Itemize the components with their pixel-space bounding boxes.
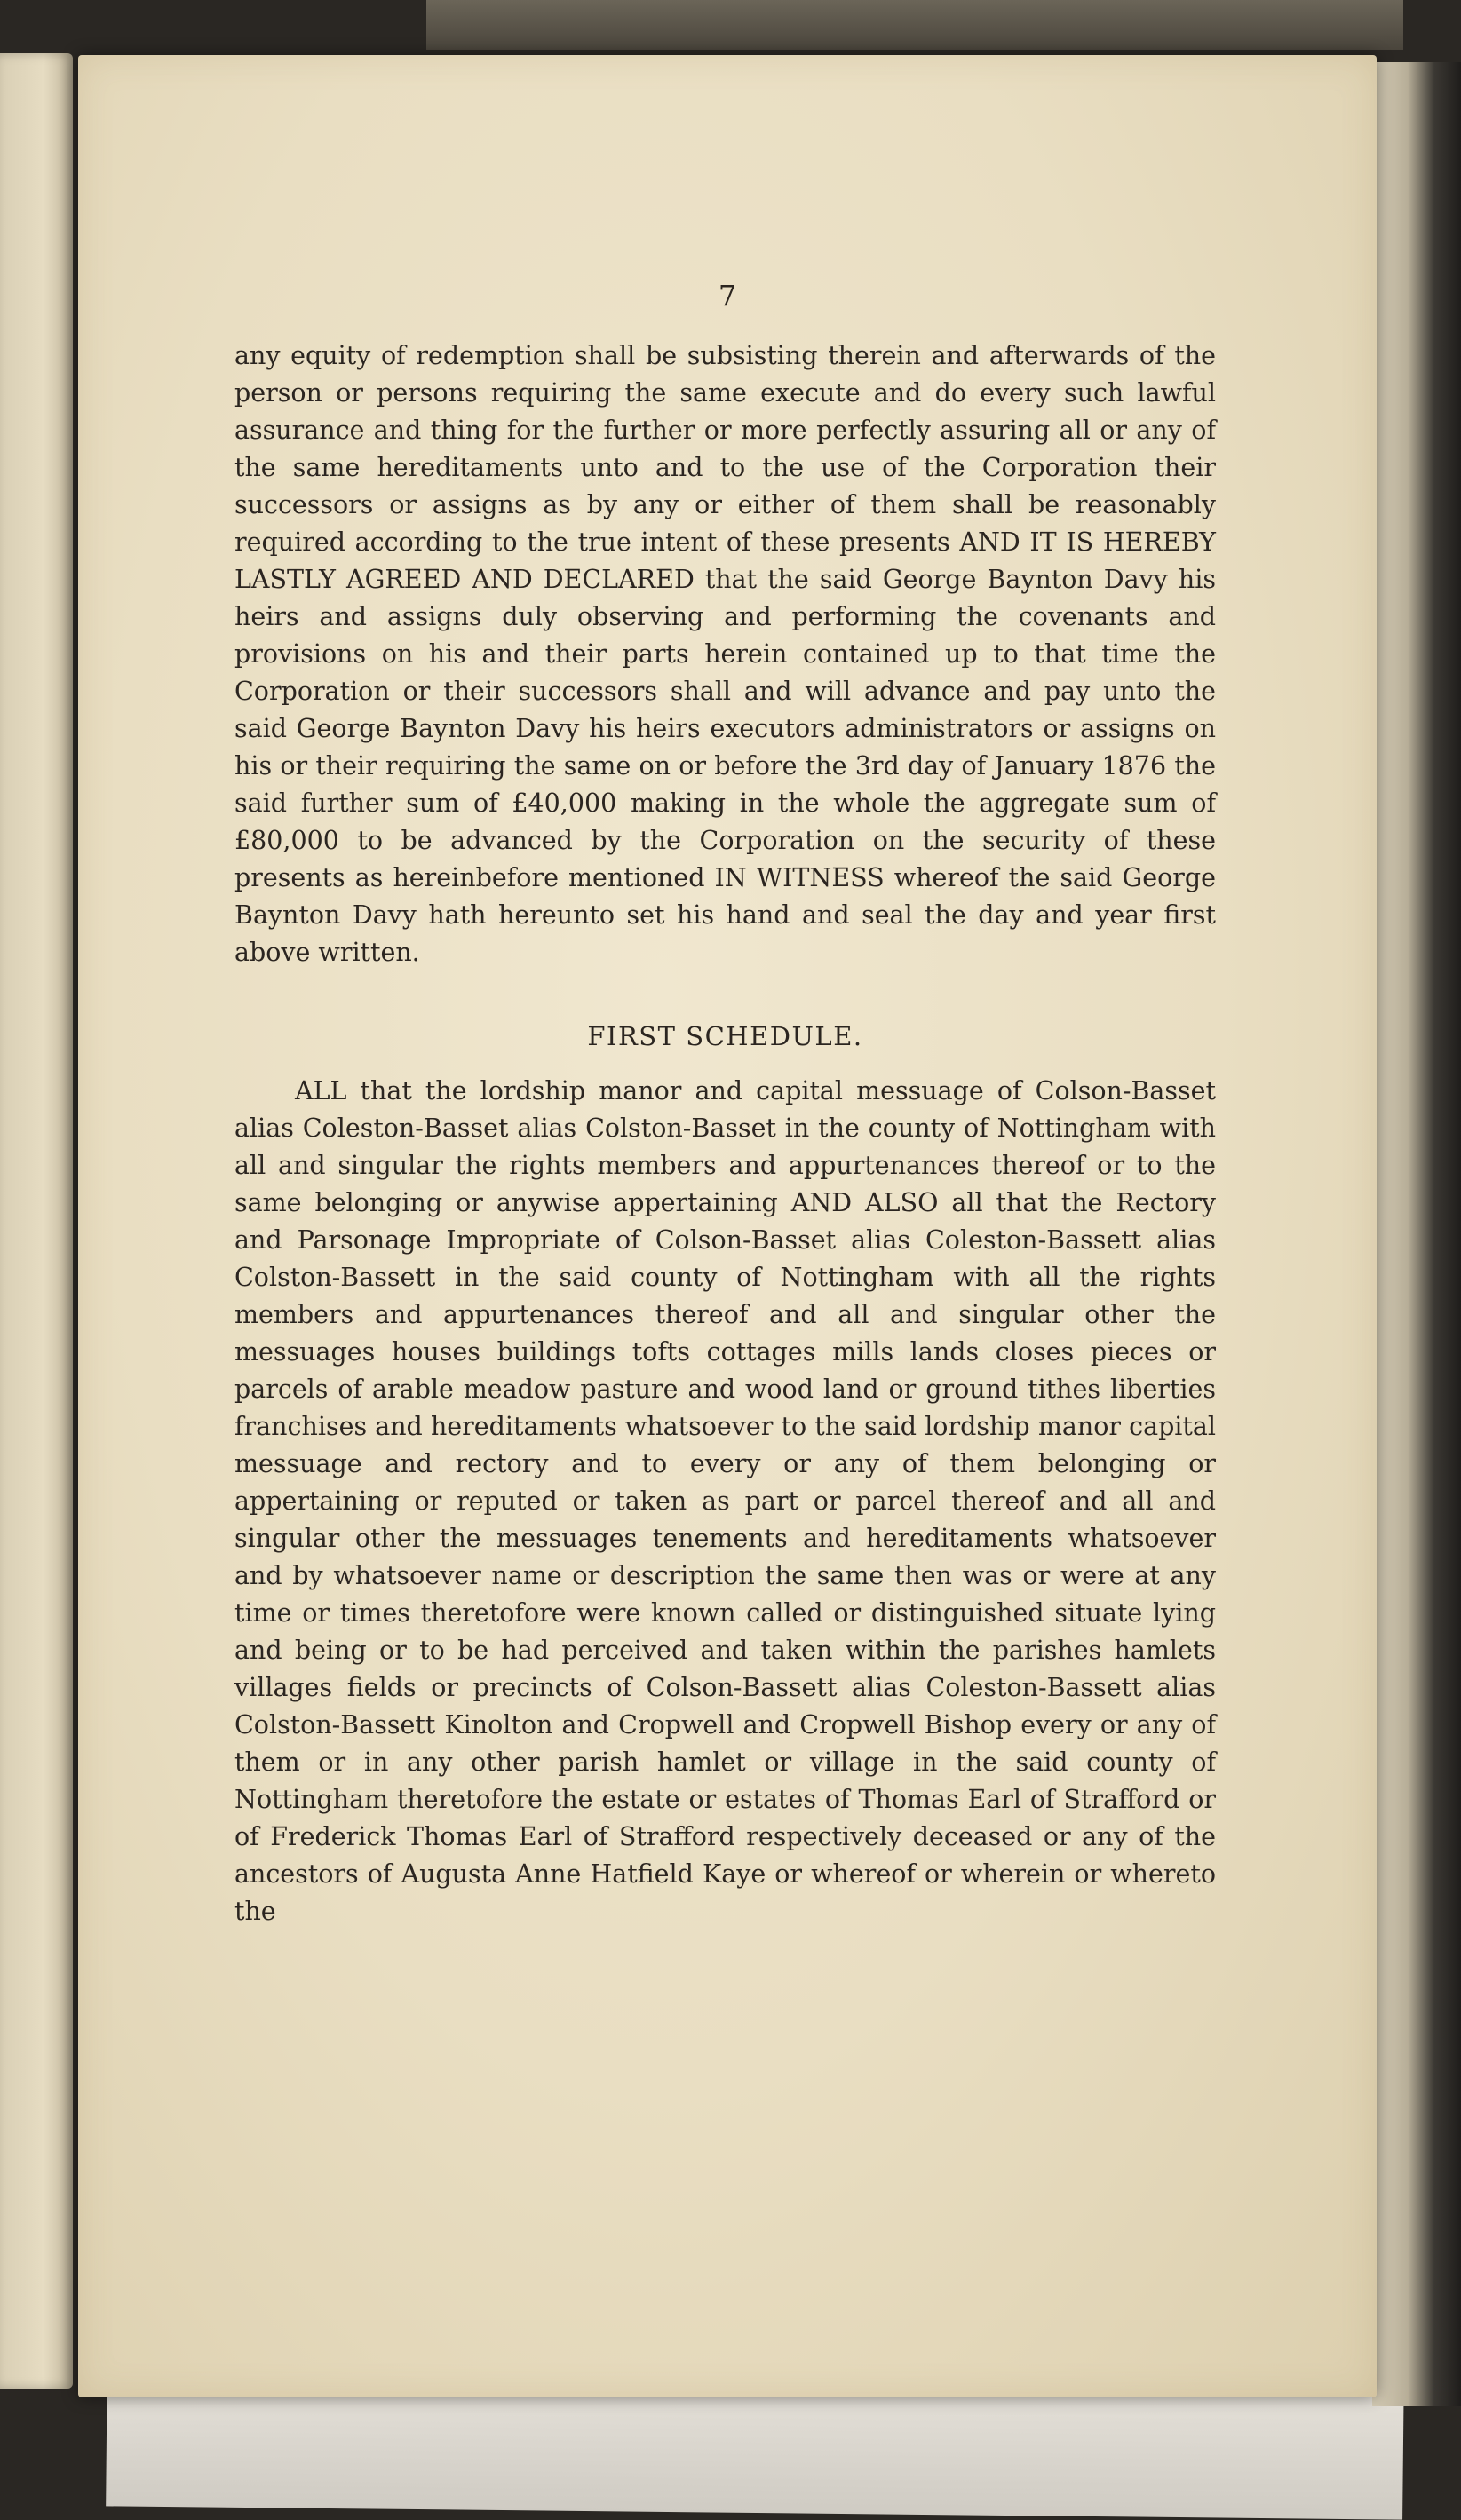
page-text: [234, 337, 1216, 1930]
binding-top-strip: [426, 0, 1403, 50]
left-page-edge: [0, 53, 73, 2389]
schedule-heading: FIRST SCHEDULE.: [587, 1021, 863, 1051]
right-page-edges: [1372, 62, 1461, 2406]
page-number: 7: [718, 279, 737, 313]
paragraph-first-schedule: ALL that the lordship manor and capital messuage of Colson-Basset alias Coleston-Basset alias Colston-Basset in the county of Nottingham with all and singular the rights members and appurtenances thereof or to the same belonging or anywise appertaining AND ALSO all that the Rectory and Parsonage Impropriate of Colson-Basset alias Coleston-Bassett alias Colston-Bassett in the said county of Nottingham with all the rights members and appurtenances thereof and all and singular other the messuages houses buildings tofts cottages mills lands closes pieces or parcels of arable meadow pasture and wood land or ground tithes liberties franchises and hereditaments whatsoever to the said lordship manor capital messuage and rectory and to every or any of them belonging or appertaining or reputed or taken as part or parcel thereof and all and singular other the messuages tenements and hereditaments whatsoever and by whatsoever name or description the same then was or were at any time or times theretofore were known called or distinguished situate lying and being or to be had perceived and taken within the parishes hamlets villages fields or precincts of Colson-Bassett alias Coleston-Bassett alias Colston-Bassett Kinolton and Cropwell and Cropwell Bishop every or any of them or in any other parish hamlet or village in the said county of Nottingham theretofore the estate or estates of Thomas Earl of Strafford or of Frederick Thomas Earl of Strafford respectively deceased or any of the ancestors of Augusta Anne Hatfield Kaye or whereof or wherein or whereto the: [234, 1076, 1216, 1926]
document-page: [78, 55, 1377, 2397]
paragraph-deed-conclusion: any equity of redemption shall be subsisting therein and afterwards of the person or persons requiring the same execute and do every such lawful assurance and thing for the further or more perfectly assuring all or any of the same hereditaments unto and to the use of the Corporation their successors or assigns as by any or either of them shall be reasonably required according to the true intent of these presents AND IT IS HEREBY LASTLY AGREED AND DECLARED that the said George Baynton Davy his heirs and assigns duly observing and performing the covenants and provisions on his and their parts herein contained up to that time the Corporation or their successors shall and will advance and pay unto the said George Baynton Davy his heirs executors administrators or assigns on his or their requiring the same on or before the 3rd day of January 1876 the said further sum of £40,000 making in the whole the aggregate sum of £80,000 to be advanced by the Corporation on the security of these presents as hereinbefore mentioned IN WITNESS whereof the said George Baynton Davy hath hereunto set his hand and seal the day and year first above written.: [234, 341, 1216, 967]
